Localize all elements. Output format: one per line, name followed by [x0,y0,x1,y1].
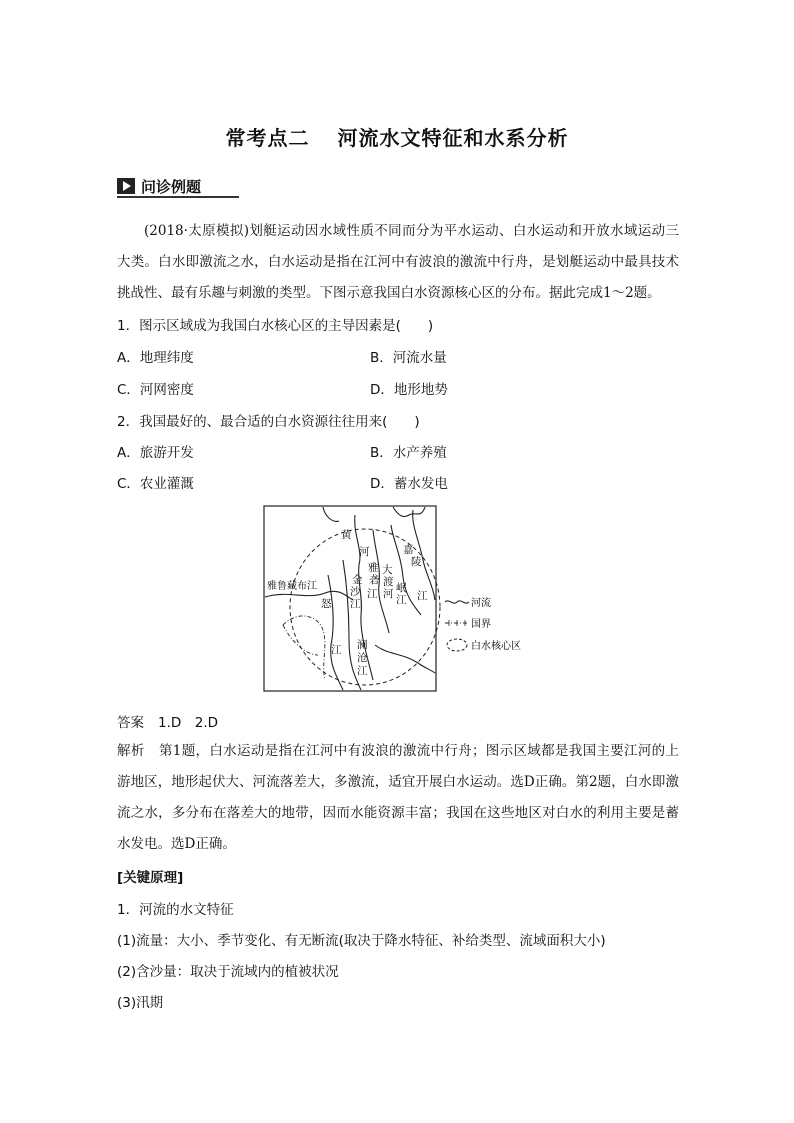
legend-core-symbol [447,639,467,651]
analysis-label: 解析 [117,743,145,759]
map-svg [263,505,543,695]
answer-line [117,711,218,731]
label-he2: 河 [383,588,394,600]
label-cang: 沧 [357,652,368,664]
section-heading [117,176,239,198]
label-yarlung: 雅鲁藏布江 [267,581,317,592]
title-part1: 常考点二 [225,126,310,150]
label-min: 岷 [396,582,407,594]
label-jiang2: 江 [350,598,361,610]
intro-paragraph: (2018·太原模拟)划艇运动因水域性质不同而分为平水运动、白水运动和开放水域运动三大类。白水即激流之水，白水运动是指在江河中有波浪的激流中行舟，是划艇运动中最具技术挑战性、最有乐趣与刺激的类型。下图示意我国白水资源核心区的分布。据此完成1～2题。 [117,223,679,301]
q2-option-a: A．旅游开发 [117,445,194,461]
key-principle-heading: [关键原理] [117,870,184,886]
q2-option-d: D．蓄水发电 [370,476,448,492]
principle-line-3: (2)含沙量：取决于流域内的植被状况 [117,964,339,980]
label-jiang5: 江 [417,590,428,602]
label-he: 河 [359,546,370,558]
answer-label: 答案 [117,715,144,731]
analysis-paragraph [117,736,679,860]
answer-value: 1.D 2.D [158,715,219,731]
label-nu: 怒 [321,598,332,610]
label-lan: 澜 [357,639,368,651]
label-jiang4: 江 [331,644,342,656]
label-jia: 嘉 [403,544,414,556]
q1-option-c: C．河网密度 [117,382,194,398]
label-jin: 金 [352,574,363,586]
legend-core-label: 白水核心区 [471,641,521,652]
principle-line-1: 1．河流的水文特征 [117,902,234,918]
label-long: 砻 [369,574,380,586]
label-jiang6: 江 [357,665,368,677]
question-1-stem: 1．图示区域成为我国白水核心区的主导因素是( ) [117,318,434,334]
legend-river-symbol [445,601,469,603]
label-huang: 黄 [341,529,352,541]
principle-line-2: (1)流量：大小、季节变化、有无断流(取决于降水特征、补给类型、流域面积大小) [117,933,606,949]
question-2-stem: 2．我国最好的、最合适的白水资源往往用来( ) [117,414,420,430]
label-da: 大 [382,564,393,576]
legend-river-label: 河流 [471,598,491,609]
map-legend [445,596,521,652]
q1-option-d: D．地形地势 [370,382,448,398]
label-ya: 雅 [368,562,379,574]
q2-option-c: C．农业灌溉 [117,476,194,492]
label-du: 渡 [383,576,394,588]
section-label: 问诊例题 [141,177,202,196]
analysis-text: 第1题，白水运动是指在江河中有波浪的激流中行舟；图示区域都是我国主要江河的上游地区，地形起伏大、河流落差大，多激流，适宜开展白水运动。选D正确。第2题，白水即激流之水，多分布在落差大的地带，因而水能资源丰富；我国在这些地区对白水的利用主要是蓄水发电。选D正确。 [117,743,680,852]
legend-border-label: 国界 [471,619,491,630]
whitewater-map-figure [263,505,543,699]
play-icon [117,178,135,194]
q1-option-a: A．地理纬度 [117,350,194,366]
label-ling: 陵 [411,556,422,568]
principle-line-4: (3)汛期 [117,995,164,1011]
page-title [0,122,794,151]
q2-option-b: B．水产养殖 [370,445,447,461]
title-part2: 河流水文特征和水系分析 [337,126,569,150]
label-sha: 沙 [350,586,361,598]
q1-option-b: B．河流水量 [370,350,447,366]
label-jiang3: 江 [396,594,407,606]
label-jiang1: 江 [367,588,378,600]
